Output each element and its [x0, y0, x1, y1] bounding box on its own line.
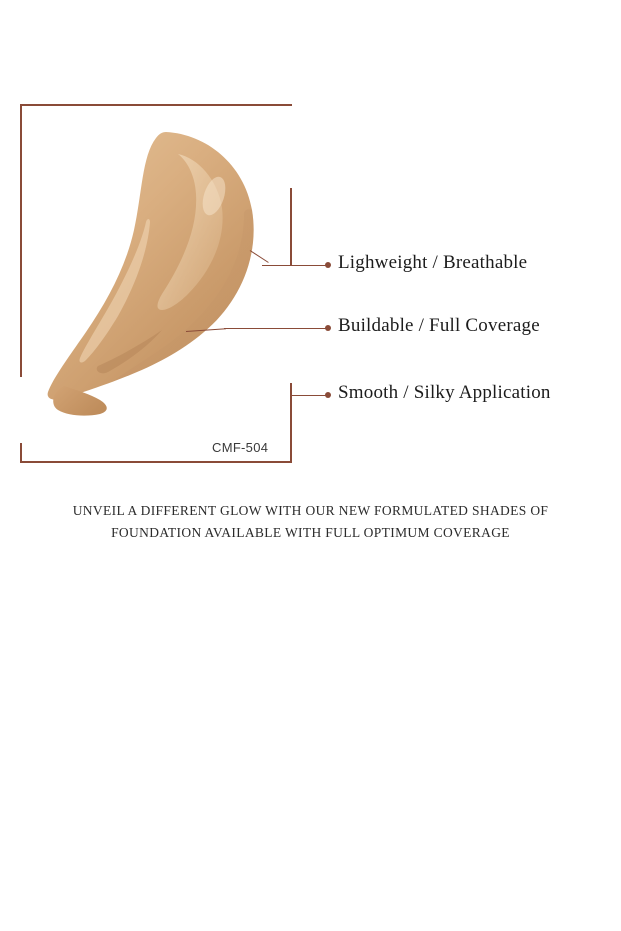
caption-line-1: UNVEIL A DIFFERENT GLOW WITH OUR NEW FORMULATED SHADES OF — [72, 503, 549, 518]
callout-dot-buildable — [325, 325, 331, 331]
callout-leader-lightweight — [262, 265, 328, 266]
callout-dot-smooth — [325, 392, 331, 398]
feature-label-buildable: Buildable / Full Coverage — [338, 315, 540, 336]
frame-right-upper-line — [290, 188, 292, 266]
feature-label-lightweight: Lighweight / Breathable — [338, 252, 528, 273]
feature-label-smooth: Smooth / Silky Application — [338, 382, 551, 403]
callout-dot-lightweight — [325, 262, 331, 268]
foundation-swatch-icon — [38, 118, 288, 418]
caption-block — [0, 500, 621, 544]
frame-top-line — [20, 104, 292, 106]
frame-bottom-line — [20, 461, 292, 463]
callout-leader-buildable — [224, 328, 328, 329]
frame-left-upper-line — [20, 104, 22, 377]
shade-code-label: CMF-504 — [212, 440, 269, 455]
callout-leader-smooth — [292, 395, 328, 396]
caption-line-2: FOUNDATION AVAILABLE WITH FULL OPTIMUM COVERAGE — [111, 525, 510, 540]
frame-left-lower-line — [20, 443, 22, 463]
